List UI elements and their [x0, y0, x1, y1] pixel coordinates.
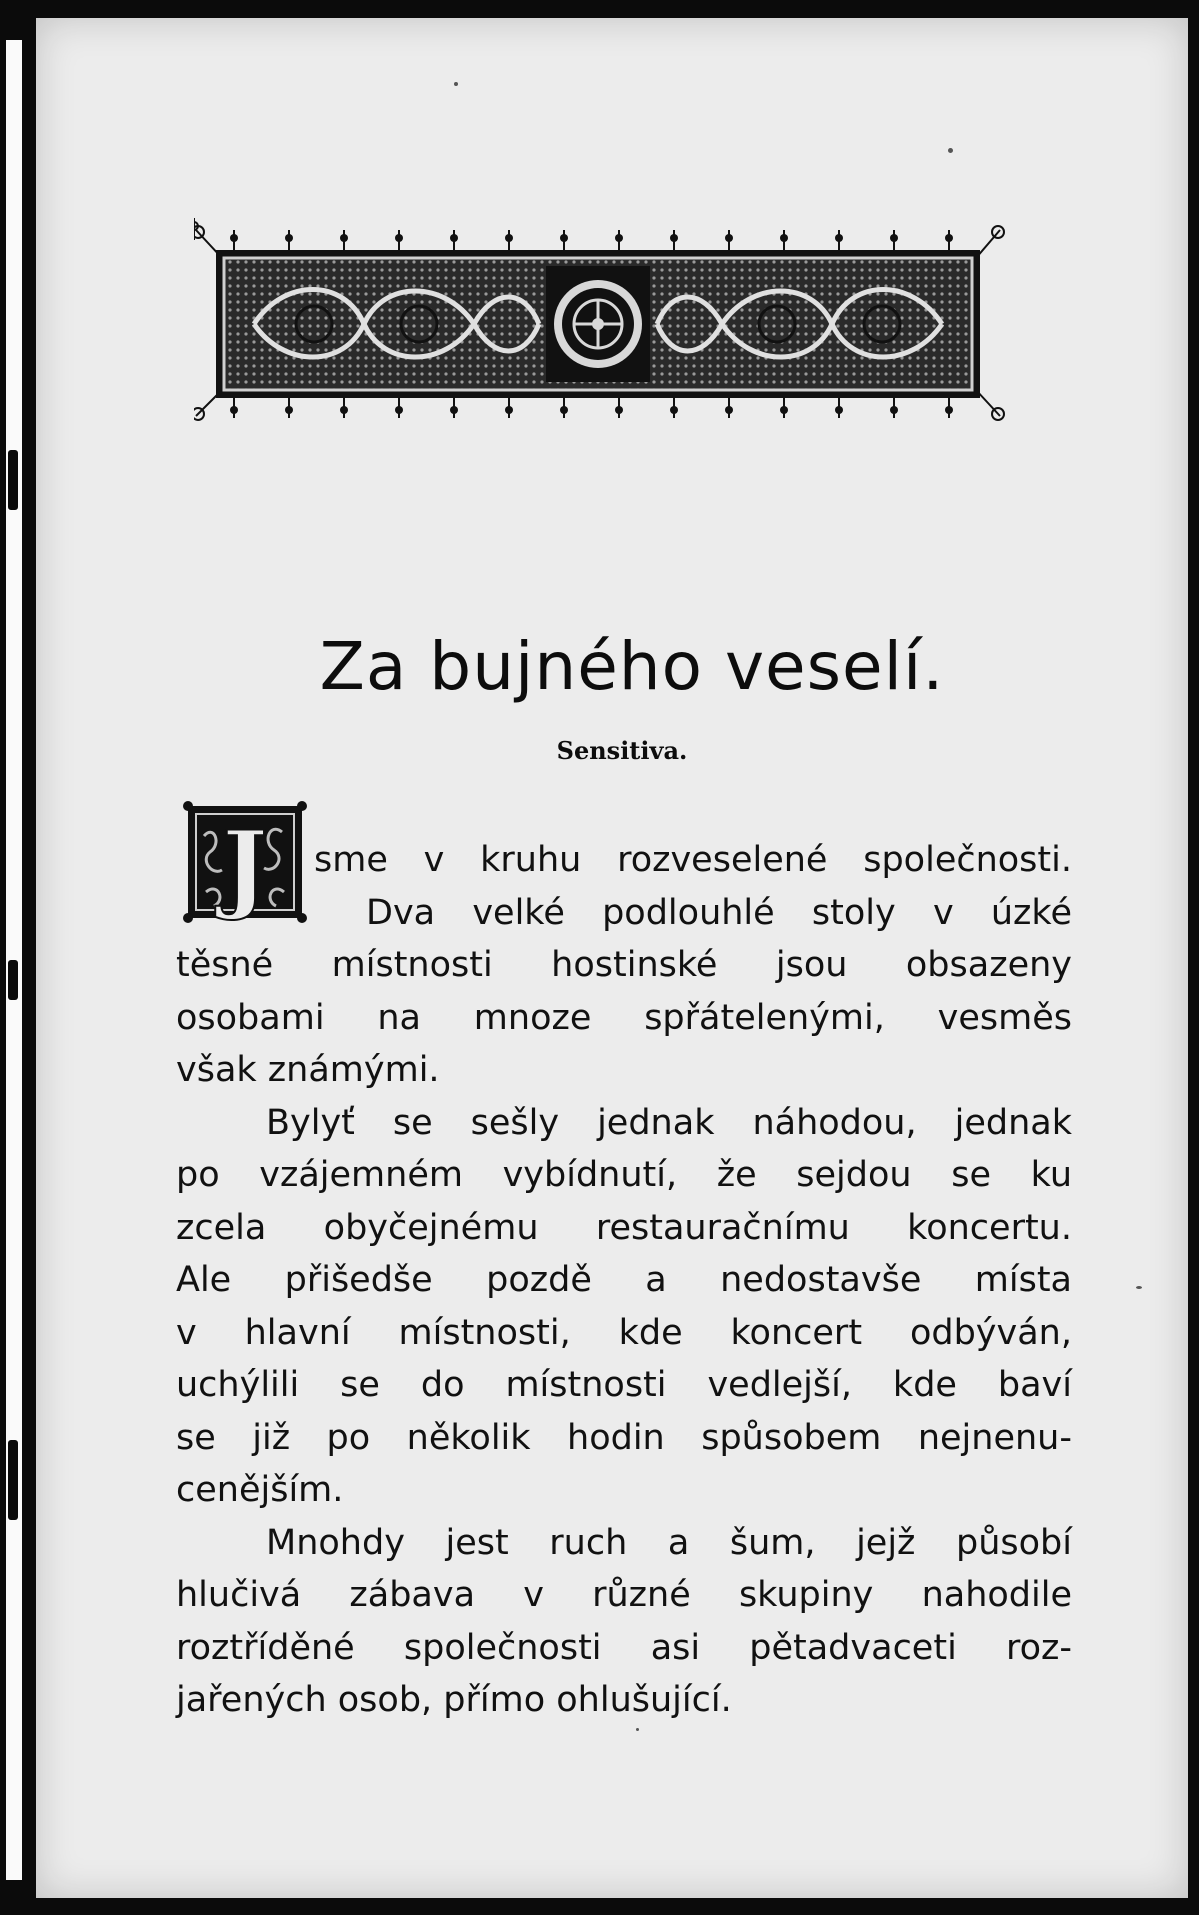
text-line: těsné místnosti hostinské jsou obsazeny: [176, 945, 1072, 985]
paper-speck: [454, 82, 458, 86]
text-line: v hlavní místnosti, kde koncert odbýván,: [176, 1312, 1072, 1353]
page-title: Za bujného veselí.: [319, 628, 945, 705]
text-line: se již po několik hodin spůsobem nejnenu-: [176, 1417, 1072, 1458]
text-line: Mnohdy jest ruch a šum, jejž působí: [266, 1522, 1072, 1563]
text-line: roztříděné společnosti asi pětadvaceti roz-: [176, 1627, 1072, 1668]
binding-mark: [8, 450, 18, 510]
text-line: po vzájemném vybídnutí, že sejdou se ku: [176, 1155, 1072, 1195]
paragraph: [176, 834, 1072, 1097]
paragraph: [176, 1517, 1072, 1727]
text-line: hlučivá zábava v různé skupiny nahodile: [176, 1575, 1072, 1615]
paper-speck: [948, 148, 953, 153]
text-line: Bylyť se sešly jednak náhodou, jednak: [266, 1102, 1072, 1143]
dropcap-letter: J: [222, 810, 268, 923]
text-line: uchýlili se do místnosti vedlejší, kde baví: [176, 1365, 1072, 1405]
author-name: Sensitiva.: [556, 736, 688, 765]
text-line: osobami na mnoze spřátelenými, vesměs: [176, 997, 1072, 1038]
paragraph: [176, 1097, 1072, 1517]
text-line: jařených osob, přímo ohlušující.: [176, 1680, 732, 1720]
body-text: [176, 834, 1072, 1727]
binding-mark: [8, 960, 18, 1000]
headpiece-ornament: [194, 218, 1024, 448]
binding-mark: [8, 1440, 18, 1520]
text-line: Dva velké podlouhlé stoly v úzké: [366, 892, 1072, 933]
paper-speck: [1136, 1286, 1142, 1289]
text-line: Ale přišedše pozdě a nedostavše místa: [176, 1260, 1072, 1300]
book-page: [36, 18, 1188, 1898]
paper-speck: [636, 1728, 639, 1731]
text-line: cenějším.: [176, 1470, 344, 1510]
text-line: sme v kruhu rozveselené společnosti.: [314, 840, 1072, 880]
text-line: však známými.: [176, 1050, 440, 1090]
book-binding-edge: [0, 0, 36, 1915]
text-line: zcela obyčejnému restauračnímu koncertu.: [176, 1207, 1072, 1248]
